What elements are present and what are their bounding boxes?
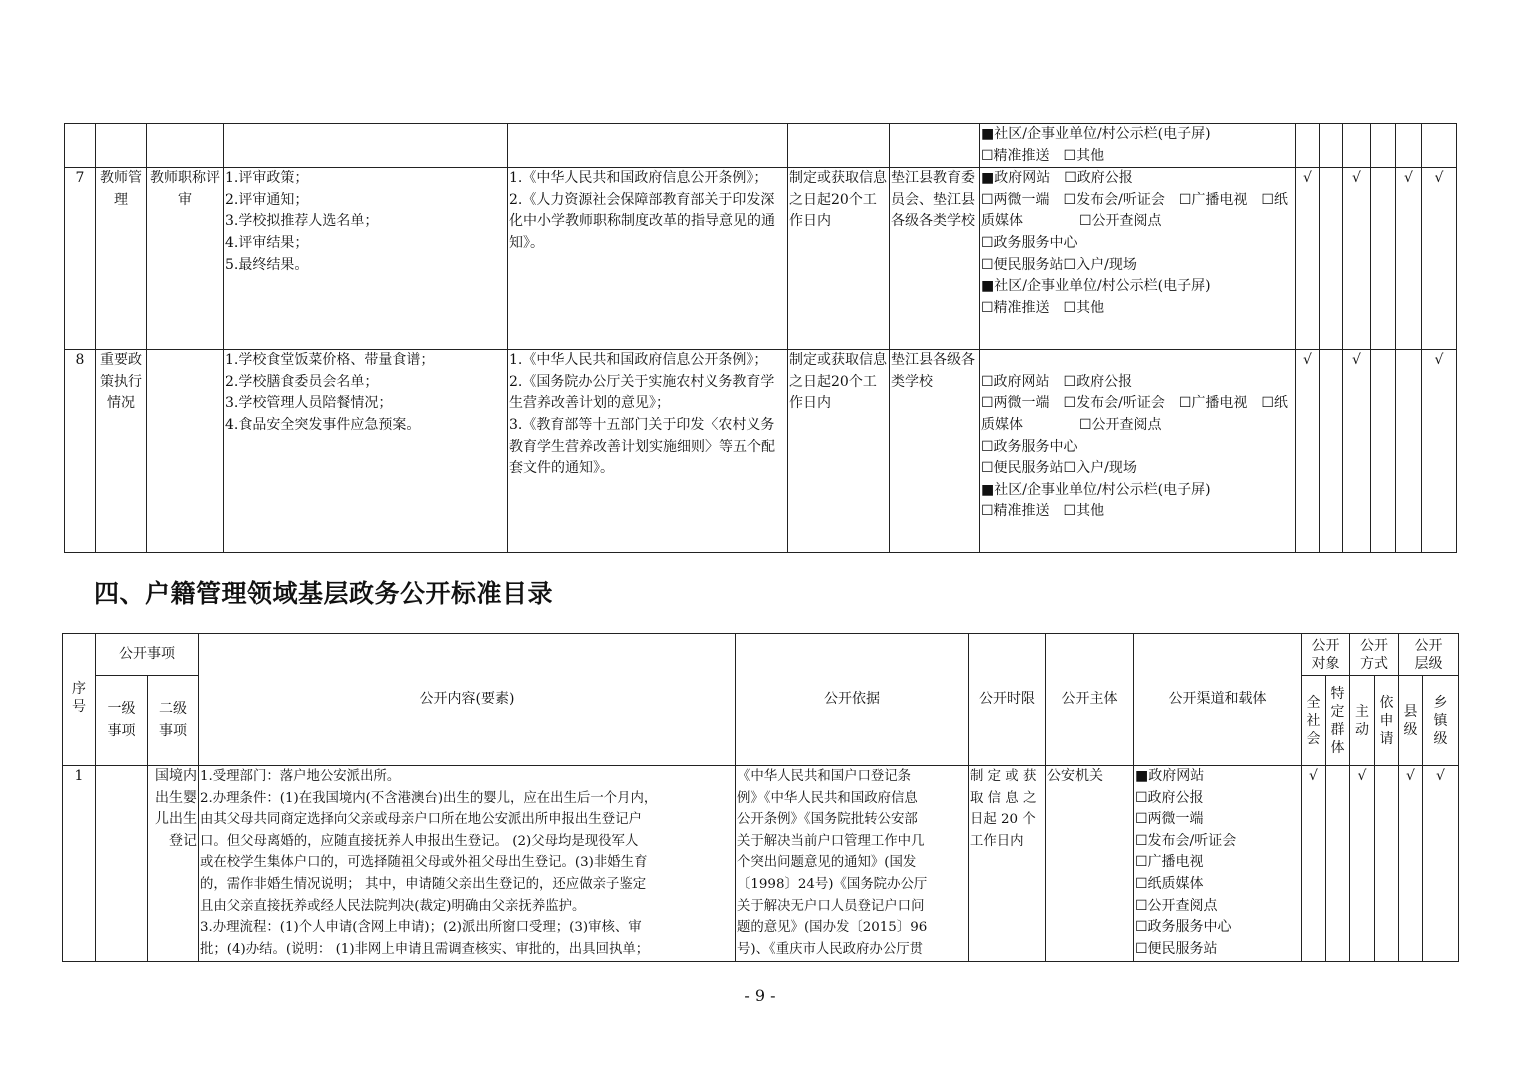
channel-line: ☐政务服务中心 [1135, 919, 1232, 936]
cell-item2: 教师职称评审 [147, 168, 224, 350]
mark-level-county: √ [1396, 168, 1422, 350]
basis-line: 〔1998〕24号)《国务院办公厅 [737, 876, 928, 892]
header-subject: 公开主体 [1046, 634, 1134, 766]
channel-line: ☐精准推送 ☐其他 [981, 299, 1105, 316]
channel-line: ☐便民服务站 [1135, 940, 1218, 957]
mark-level-county [1396, 350, 1422, 553]
table-row [65, 168, 1457, 350]
basis-line: 2.《国务院办公厅关于实施农村义务教育学生营养改善计划的意见》； [509, 373, 775, 412]
cell-channels [1134, 766, 1302, 962]
header-mode-active: 主动 [1350, 676, 1375, 766]
cell-channels [980, 350, 1296, 553]
mark-level-town: √ [1423, 766, 1459, 962]
mark-level-county [1396, 124, 1422, 168]
time-line: 日起 20 个 [970, 812, 1036, 828]
cell-no: 8 [65, 350, 96, 553]
content-line: 3.学校拟推荐人选名单； [225, 213, 379, 230]
header-target-all: 全社会 [1302, 676, 1326, 766]
content-line: 口。但父母离婚的，应随直接抚养人申报出生登记。 (2)父母均是现役军人 [200, 833, 639, 849]
basis-line: 题的意见》(国办发〔2015〕96 [737, 920, 928, 936]
header-item2: 二级事项 [148, 676, 199, 766]
channel-line: ■政府网站 ☐政府公报 [981, 170, 1133, 187]
mark-target-group [1320, 168, 1343, 350]
mark-level-town: √ [1422, 168, 1457, 350]
content-line: 3.办理流程：(1)个人申请(含网上申请)；(2)派出所窗口受理；(3)审核、审 [200, 920, 642, 936]
cell-item1 [96, 766, 148, 962]
section-title: 四、户籍管理领域基层政务公开标准目录 [94, 579, 554, 608]
content-line: 2.评审通知； [225, 191, 309, 208]
basis-line: 关于解决当前户口管理工作中几 [737, 833, 925, 849]
content-line: 或在校学生集体户口的，可选择随祖父母或外祖父母出生登记。(3)非婚生育 [200, 855, 648, 871]
table-bottom [62, 633, 1459, 962]
cell-time: 制定或获取信息之日起20个工作日内 [788, 350, 890, 553]
header-content: 公开内容(要素) [199, 634, 736, 766]
cell-subject [890, 124, 980, 168]
channel-line: ☐精准推送 ☐其他 [981, 147, 1105, 164]
cell-time [788, 124, 890, 168]
mark-target-all: √ [1302, 766, 1326, 962]
content-line: 批；(4)办结。(说明： (1)非网上申请且需调查核实、审批的，出具回执单； [200, 941, 650, 957]
content-line: 2.学校膳食委员会名单； [225, 373, 379, 390]
header-time: 公开时限 [969, 634, 1046, 766]
header-level-town: 乡镇级 [1423, 676, 1459, 766]
basis-line: 公开条例》《国务院批转公安部 [737, 812, 918, 828]
cell-item2 [147, 124, 224, 168]
header-target-group: 特定群体 [1326, 676, 1350, 766]
cell-basis [508, 168, 788, 350]
mark-mode-apply [1371, 168, 1396, 350]
cell-content [224, 124, 508, 168]
basis-line: 3.《教育部等十五部门关于印发〈农村义务教育学生营养改善计划实施细则〉等五个配套文件的通知》。 [509, 416, 775, 477]
cell-content [199, 766, 736, 962]
channel-line: ☐两微一端 ☐发布会/听证会 ☐广播电视 ☐纸质媒体 ☐公开查阅点 [981, 191, 1288, 230]
header-row [63, 634, 1459, 676]
table-row [63, 766, 1459, 962]
channel-line: ☐便民服务站☐入户/现场 [981, 256, 1137, 273]
content-line: 的，需作非婚生情况说明； 其中，申请随父亲出生登记的，还应做亲子鉴定 [200, 876, 647, 892]
table-row [65, 124, 1457, 168]
table-row [65, 350, 1457, 553]
mark-mode-active [1343, 124, 1371, 168]
cell-item2: 国境内出生婴儿出生登记 [148, 766, 199, 962]
header-item1: 一级事项 [96, 676, 148, 766]
header-no: 序号 [63, 634, 96, 766]
mark-mode-active: √ [1343, 350, 1371, 553]
cell-basis [736, 766, 969, 962]
cell-item1: 重要政策执行情况 [96, 350, 147, 553]
page-number: - 9 - [744, 986, 776, 1005]
content-line: 1.评审政策； [225, 170, 309, 187]
time-line: 工作日内 [970, 833, 1024, 849]
header-basis: 公开依据 [736, 634, 969, 766]
header-level-county: 县级 [1399, 676, 1423, 766]
channel-line: ■社区/企事业单位/村公示栏(电子屏) [981, 126, 1211, 142]
header-mode-apply: 依申请 [1375, 676, 1399, 766]
cell-basis [508, 350, 788, 553]
basis-line: 2.《人力资源社会保障部教育部关于印发深化中小学教师职称制度改革的指导意见的通知》。 [509, 191, 775, 251]
cell-no: 1 [63, 766, 96, 962]
time-line: 取 信 息 之 [970, 790, 1037, 806]
basis-line: 关于解决无户口人员登记户口问 [737, 898, 925, 914]
basis-line: 例》《中华人民共和国政府信息 [737, 790, 918, 806]
mark-level-town: √ [1422, 350, 1457, 553]
cell-subject: 垫江县教育委员会、垫江县各级各类学校 [890, 168, 980, 350]
header-mode: 公开方式 [1350, 634, 1399, 676]
basis-line: 号)、《重庆市人民政府办公厅贯 [737, 941, 923, 957]
content-line: 3.学校管理人员陪餐情况； [225, 395, 393, 412]
mark-level-county: √ [1399, 766, 1423, 962]
cell-subject: 垫江县各级各类学校 [890, 350, 980, 553]
mark-mode-active: √ [1350, 766, 1375, 962]
channel-line: ☐政务服务中心 [981, 438, 1078, 455]
content-line: 5.最终结果。 [225, 256, 309, 273]
channel-line: ☐两微一端 [1135, 811, 1204, 828]
header-target: 公开对象 [1302, 634, 1350, 676]
channel-line: ☐精准推送 ☐其他 [981, 503, 1105, 520]
mark-mode-apply [1375, 766, 1399, 962]
content-line: 4.食品安全突发事件应急预案。 [225, 416, 421, 433]
mark-target-group [1320, 350, 1343, 553]
basis-line: 1.《中华人民共和国政府信息公开条例》； [509, 352, 768, 369]
cell-basis [508, 124, 788, 168]
channel-line: ☐便民服务站☐入户/现场 [981, 460, 1137, 477]
basis-line: 《中华人民共和国户口登记条 [737, 769, 912, 784]
mark-target-all [1296, 124, 1320, 168]
mark-target-group [1320, 124, 1343, 168]
header-items: 公开事项 [96, 634, 199, 676]
mark-mode-active: √ [1343, 168, 1371, 350]
content-line: 由其父母共同商定选择向父亲或母亲户口所在地公安派出所申报出生登记户 [200, 812, 642, 828]
cell-item2 [147, 350, 224, 553]
mark-target-all: √ [1296, 168, 1320, 350]
channel-line: ☐发布会/听证会 [1135, 832, 1237, 849]
basis-line: 1.《中华人民共和国政府信息公开条例》； [509, 170, 768, 187]
header-channels: 公开渠道和载体 [1134, 634, 1302, 766]
table-top [64, 123, 1457, 553]
cell-subject: 公安机关 [1046, 766, 1134, 962]
basis-line: 个突出问题意见的通知》(国发 [737, 855, 917, 871]
channel-line: ☐政务服务中心 [981, 234, 1078, 251]
mark-target-all: √ [1296, 350, 1320, 553]
time-line: 制 定 或 获 [970, 769, 1037, 784]
channel-line: ☐纸质媒体 [1135, 875, 1204, 892]
cell-time [969, 766, 1046, 962]
mark-mode-apply [1371, 124, 1396, 168]
channel-line: ☐政府网站 ☐政府公报 [981, 373, 1133, 390]
cell-item1: 教师管理 [96, 168, 147, 350]
mark-level-town [1422, 124, 1457, 168]
channel-line: ☐公开查阅点 [1135, 897, 1218, 914]
cell-content [224, 350, 508, 553]
content-line: 2.办理条件：(1)在我国境内(不含港澳台)出生的婴儿，应在出生后一个月内， [200, 790, 658, 806]
channel-line: ☐广播电视 [1135, 854, 1204, 871]
cell-channels [980, 124, 1296, 168]
channel-line: ■社区/企事业单位/村公示栏(电子屏) [981, 481, 1211, 498]
content-line: 4.评审结果； [225, 234, 309, 251]
mark-target-group [1326, 766, 1350, 962]
cell-channels [980, 168, 1296, 350]
cell-no [65, 124, 96, 168]
channel-line: ☐政府公报 [1135, 789, 1204, 806]
content-line: 1.学校食堂饭菜价格、带量食谱； [225, 352, 435, 369]
content-line: 1.受理部门：落户地公安派出所。 [200, 769, 401, 784]
cell-no: 7 [65, 168, 96, 350]
cell-time: 制定或获取信息之日起20个工作日内 [788, 168, 890, 350]
cell-item1 [96, 124, 147, 168]
header-level: 公开层级 [1399, 634, 1459, 676]
channel-line: ☐两微一端 ☐发布会/听证会 ☐广播电视 ☐纸质媒体 ☐公开查阅点 [981, 395, 1288, 433]
cell-content [224, 168, 508, 350]
channel-line: ■政府网站 [1135, 768, 1205, 784]
mark-mode-apply [1371, 350, 1396, 553]
content-line: 且由父亲直接抚养或经人民法院判决(裁定)明确由父亲抚养监护。 [200, 898, 586, 914]
channel-line: ■社区/企事业单位/村公示栏(电子屏) [981, 278, 1211, 295]
